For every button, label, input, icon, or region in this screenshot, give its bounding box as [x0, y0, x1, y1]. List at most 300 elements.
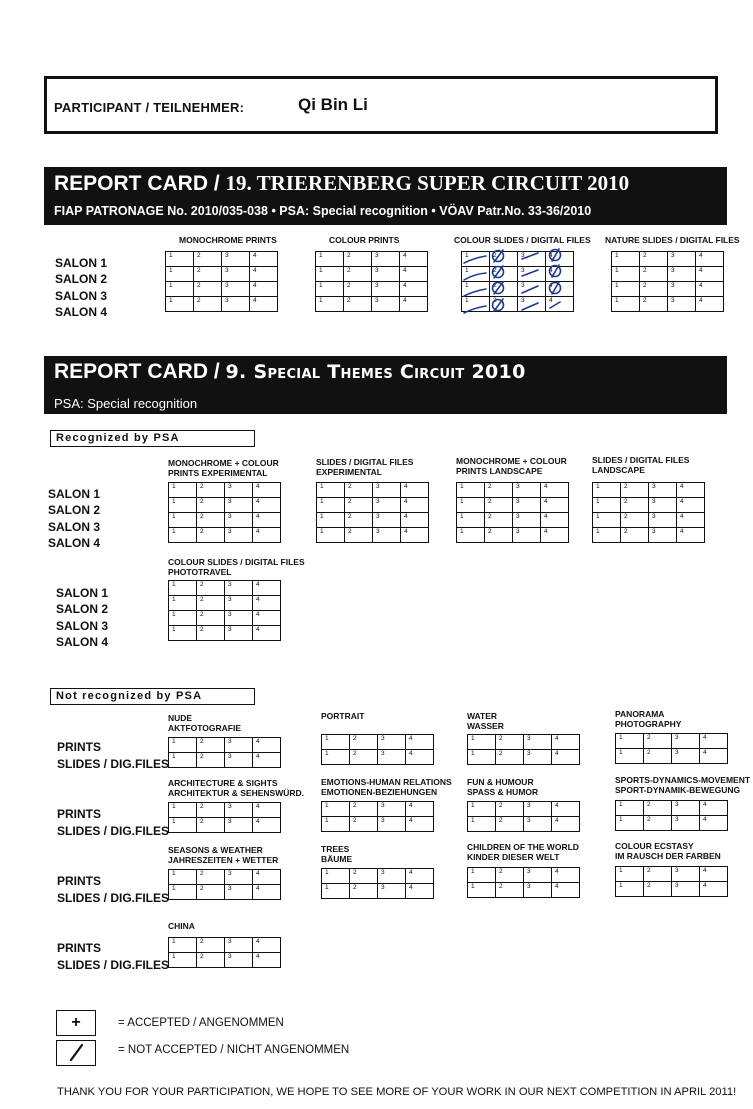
score-cell[interactable] — [552, 735, 580, 750]
score-cell[interactable] — [166, 267, 194, 282]
score-cell[interactable] — [524, 735, 552, 750]
score-cell[interactable] — [696, 252, 724, 267]
score-cell[interactable] — [400, 282, 428, 297]
score-cell[interactable] — [253, 738, 281, 753]
score-cell[interactable] — [462, 267, 490, 282]
score-cell[interactable] — [672, 734, 700, 749]
cell-number: 4 — [699, 282, 703, 289]
score-cell[interactable] — [317, 483, 345, 498]
score-cell[interactable] — [406, 735, 434, 750]
salon-label: SALON 2 — [55, 272, 108, 287]
cell-number: 2 — [488, 498, 492, 505]
score-cell[interactable] — [640, 282, 668, 297]
score-cell[interactable] — [406, 869, 434, 884]
score-cell[interactable] — [668, 252, 696, 267]
score-cell[interactable] — [322, 802, 350, 817]
card2-nr-score-grid — [467, 734, 580, 765]
score-cell[interactable] — [253, 596, 281, 611]
score-cell[interactable] — [593, 483, 621, 498]
score-cell[interactable] — [668, 267, 696, 282]
score-cell[interactable] — [485, 483, 513, 498]
score-cell[interactable] — [546, 267, 574, 282]
score-cell[interactable] — [169, 818, 197, 833]
score-cell[interactable] — [197, 498, 225, 513]
cell-number: 3 — [225, 282, 229, 289]
score-cell[interactable] — [468, 883, 496, 898]
score-cell[interactable] — [677, 513, 705, 528]
score-cell[interactable] — [166, 252, 194, 267]
score-cell[interactable] — [462, 252, 490, 267]
score-cell[interactable] — [668, 282, 696, 297]
report-card-2-title-b: 9. Special Themes Circuit 2010 — [225, 361, 526, 383]
score-cell[interactable] — [197, 953, 225, 968]
score-cell[interactable] — [169, 596, 197, 611]
score-cell[interactable] — [194, 252, 222, 267]
score-cell[interactable] — [253, 498, 281, 513]
cell-number: 3 — [381, 817, 385, 824]
cell-number: 3 — [652, 498, 656, 505]
score-cell[interactable] — [197, 753, 225, 768]
score-cell[interactable] — [616, 816, 644, 831]
score-cell[interactable] — [169, 581, 197, 596]
score-cell[interactable] — [485, 513, 513, 528]
cell-number: 4 — [256, 885, 260, 892]
cell-number: 1 — [619, 734, 623, 741]
score-cell[interactable] — [612, 282, 640, 297]
score-cell[interactable] — [593, 498, 621, 513]
score-cell[interactable] — [640, 252, 668, 267]
score-cell[interactable] — [225, 581, 253, 596]
score-cell[interactable] — [700, 816, 728, 831]
score-cell[interactable] — [524, 802, 552, 817]
score-cell[interactable] — [485, 528, 513, 543]
score-cell[interactable] — [593, 528, 621, 543]
score-cell[interactable] — [700, 734, 728, 749]
score-cell[interactable] — [552, 868, 580, 883]
score-cell[interactable] — [225, 498, 253, 513]
score-cell[interactable] — [225, 938, 253, 953]
cell-number: 3 — [225, 252, 229, 259]
score-cell[interactable] — [524, 750, 552, 765]
score-cell[interactable] — [194, 267, 222, 282]
score-cell[interactable] — [621, 528, 649, 543]
score-cell[interactable] — [169, 498, 197, 513]
score-cell[interactable] — [197, 483, 225, 498]
score-cell[interactable] — [457, 498, 485, 513]
score-cell[interactable] — [378, 817, 406, 832]
score-cell[interactable] — [612, 267, 640, 282]
score-cell[interactable] — [485, 498, 513, 513]
card2-category-title: SLIDES / DIGITAL FILES LANDSCAPE — [592, 455, 690, 475]
score-cell[interactable] — [322, 750, 350, 765]
table-row — [612, 267, 724, 282]
score-cell[interactable] — [225, 528, 253, 543]
score-cell[interactable] — [649, 528, 677, 543]
score-cell[interactable] — [222, 252, 250, 267]
cell-number: 2 — [347, 282, 351, 289]
score-cell[interactable] — [490, 267, 518, 282]
table-row — [169, 626, 281, 641]
score-cell[interactable] — [546, 252, 574, 267]
score-cell[interactable] — [552, 817, 580, 832]
score-cell[interactable] — [316, 252, 344, 267]
score-cell[interactable] — [640, 297, 668, 312]
score-cell[interactable] — [169, 938, 197, 953]
score-cell[interactable] — [400, 252, 428, 267]
score-cell[interactable] — [468, 735, 496, 750]
cell-number: 2 — [499, 735, 503, 742]
score-cell[interactable] — [524, 817, 552, 832]
score-cell[interactable] — [621, 513, 649, 528]
table-row — [169, 513, 281, 528]
cell-number: 4 — [256, 753, 260, 760]
score-cell[interactable] — [253, 885, 281, 900]
score-cell[interactable] — [197, 803, 225, 818]
score-cell[interactable] — [350, 735, 378, 750]
score-cell[interactable] — [378, 735, 406, 750]
score-cell[interactable] — [322, 869, 350, 884]
score-cell[interactable] — [169, 885, 197, 900]
cell-number: 1 — [619, 801, 623, 808]
card2-category-title: MONOCHROME + COLOUR PRINTS LANDSCAPE — [456, 456, 567, 476]
score-cell[interactable] — [616, 867, 644, 882]
score-cell[interactable] — [490, 252, 518, 267]
score-cell[interactable] — [169, 738, 197, 753]
score-cell[interactable] — [672, 816, 700, 831]
score-cell[interactable] — [378, 884, 406, 899]
score-cell[interactable] — [518, 297, 546, 312]
score-cell[interactable] — [344, 252, 372, 267]
score-cell[interactable] — [225, 626, 253, 641]
score-cell[interactable] — [462, 282, 490, 297]
score-cell[interactable] — [317, 513, 345, 528]
score-cell[interactable] — [225, 870, 253, 885]
score-cell[interactable] — [612, 297, 640, 312]
score-cell[interactable] — [253, 626, 281, 641]
score-cell[interactable] — [253, 938, 281, 953]
cell-number: 4 — [256, 870, 260, 877]
score-cell[interactable] — [496, 750, 524, 765]
score-cell[interactable] — [672, 867, 700, 882]
cell-number: 1 — [471, 735, 475, 742]
score-cell[interactable] — [593, 513, 621, 528]
score-cell[interactable] — [700, 801, 728, 816]
cell-number: 1 — [172, 581, 176, 588]
score-cell[interactable] — [372, 282, 400, 297]
cell-number: 2 — [353, 750, 357, 757]
score-cell[interactable] — [518, 252, 546, 267]
score-cell[interactable] — [316, 297, 344, 312]
card2-nr-category-title: PANORAMA PHOTOGRAPHY — [615, 709, 682, 729]
score-cell[interactable] — [225, 818, 253, 833]
score-cell[interactable] — [197, 513, 225, 528]
score-cell[interactable] — [197, 528, 225, 543]
table-row — [169, 738, 281, 753]
score-cell[interactable] — [649, 483, 677, 498]
score-cell[interactable] — [225, 953, 253, 968]
score-cell[interactable] — [644, 816, 672, 831]
score-cell[interactable] — [322, 884, 350, 899]
score-cell[interactable] — [468, 802, 496, 817]
score-cell[interactable] — [700, 749, 728, 764]
score-cell[interactable] — [373, 528, 401, 543]
score-cell[interactable] — [322, 735, 350, 750]
score-cell[interactable] — [169, 626, 197, 641]
cell-number: 2 — [647, 816, 651, 823]
cell-number: 3 — [671, 267, 675, 274]
score-cell[interactable] — [250, 297, 278, 312]
score-cell[interactable] — [700, 867, 728, 882]
score-cell[interactable] — [640, 267, 668, 282]
score-cell[interactable] — [373, 483, 401, 498]
score-cell[interactable] — [524, 883, 552, 898]
score-cell[interactable] — [194, 297, 222, 312]
score-cell[interactable] — [350, 802, 378, 817]
score-cell[interactable] — [253, 753, 281, 768]
score-cell[interactable] — [541, 498, 569, 513]
score-cell[interactable] — [222, 267, 250, 282]
score-cell[interactable] — [253, 818, 281, 833]
score-cell[interactable] — [462, 297, 490, 312]
score-cell[interactable] — [696, 297, 724, 312]
score-cell[interactable] — [345, 483, 373, 498]
score-cell[interactable] — [457, 513, 485, 528]
score-cell[interactable] — [225, 596, 253, 611]
score-cell[interactable] — [197, 626, 225, 641]
score-cell[interactable] — [197, 581, 225, 596]
score-cell[interactable] — [225, 885, 253, 900]
card2-nr-category-title: CHINA — [168, 921, 195, 931]
score-cell[interactable] — [350, 817, 378, 832]
score-cell[interactable] — [518, 267, 546, 282]
score-cell[interactable] — [169, 483, 197, 498]
cell-number: 2 — [200, 803, 204, 810]
card2-score-grid — [316, 482, 429, 543]
score-cell[interactable] — [541, 483, 569, 498]
score-cell[interactable] — [672, 801, 700, 816]
cell-number: 4 — [544, 483, 548, 490]
score-cell[interactable] — [225, 738, 253, 753]
score-cell[interactable] — [378, 750, 406, 765]
score-cell[interactable] — [373, 498, 401, 513]
score-cell[interactable] — [496, 735, 524, 750]
score-cell[interactable] — [621, 498, 649, 513]
score-cell[interactable] — [197, 938, 225, 953]
score-cell[interactable] — [546, 282, 574, 297]
score-cell[interactable] — [513, 483, 541, 498]
score-cell[interactable] — [552, 802, 580, 817]
score-cell[interactable] — [552, 750, 580, 765]
score-cell[interactable] — [468, 817, 496, 832]
score-cell[interactable] — [222, 282, 250, 297]
score-cell[interactable] — [222, 297, 250, 312]
score-cell[interactable] — [169, 753, 197, 768]
score-cell[interactable] — [400, 297, 428, 312]
score-cell[interactable] — [696, 282, 724, 297]
card1-category-title: COLOUR PRINTS — [329, 235, 400, 245]
score-cell[interactable] — [616, 749, 644, 764]
score-cell[interactable] — [457, 528, 485, 543]
cell-number: 3 — [225, 267, 229, 274]
score-cell[interactable] — [197, 596, 225, 611]
score-cell[interactable] — [644, 867, 672, 882]
score-cell[interactable] — [253, 803, 281, 818]
score-cell[interactable] — [250, 282, 278, 297]
score-cell[interactable] — [250, 267, 278, 282]
score-cell[interactable] — [621, 483, 649, 498]
score-cell[interactable] — [612, 252, 640, 267]
score-cell[interactable] — [677, 483, 705, 498]
score-cell[interactable] — [513, 498, 541, 513]
score-cell[interactable] — [401, 498, 429, 513]
score-cell[interactable] — [169, 513, 197, 528]
score-cell[interactable] — [696, 267, 724, 282]
score-cell[interactable] — [644, 734, 672, 749]
score-cell[interactable] — [649, 513, 677, 528]
score-cell[interactable] — [677, 528, 705, 543]
score-cell[interactable] — [250, 252, 278, 267]
score-cell[interactable] — [316, 282, 344, 297]
score-cell[interactable] — [406, 817, 434, 832]
score-cell[interactable] — [406, 884, 434, 899]
score-cell[interactable] — [541, 513, 569, 528]
score-cell[interactable] — [197, 885, 225, 900]
score-cell[interactable] — [197, 870, 225, 885]
score-cell[interactable] — [345, 528, 373, 543]
score-cell[interactable] — [649, 498, 677, 513]
score-cell[interactable] — [372, 297, 400, 312]
score-cell[interactable] — [496, 802, 524, 817]
score-cell[interactable] — [490, 297, 518, 312]
cell-number: 3 — [228, 803, 232, 810]
score-cell[interactable] — [496, 883, 524, 898]
score-cell[interactable] — [169, 870, 197, 885]
score-cell[interactable] — [457, 483, 485, 498]
score-cell[interactable] — [253, 483, 281, 498]
score-cell[interactable] — [169, 528, 197, 543]
score-cell[interactable] — [401, 528, 429, 543]
score-cell[interactable] — [406, 802, 434, 817]
score-cell[interactable] — [644, 749, 672, 764]
score-cell[interactable] — [253, 528, 281, 543]
cell-number: 1 — [320, 528, 324, 535]
score-cell[interactable] — [518, 282, 546, 297]
table-row — [169, 870, 281, 885]
score-cell[interactable] — [406, 750, 434, 765]
score-cell[interactable] — [169, 611, 197, 626]
score-cell[interactable] — [513, 528, 541, 543]
cell-number: 1 — [325, 869, 329, 876]
score-cell[interactable] — [490, 282, 518, 297]
score-cell[interactable] — [546, 297, 574, 312]
score-cell[interactable] — [317, 498, 345, 513]
score-cell[interactable] — [166, 282, 194, 297]
card2-score-grid — [168, 580, 281, 641]
score-cell[interactable] — [400, 267, 428, 282]
score-cell[interactable] — [253, 611, 281, 626]
salon-label: SALON 4 — [48, 535, 101, 550]
score-cell[interactable] — [345, 513, 373, 528]
score-cell[interactable] — [253, 870, 281, 885]
score-cell[interactable] — [541, 528, 569, 543]
score-cell[interactable] — [616, 801, 644, 816]
score-cell[interactable] — [350, 750, 378, 765]
score-cell[interactable] — [322, 817, 350, 832]
card2-nr-score-grid — [321, 868, 434, 899]
score-cell[interactable] — [194, 282, 222, 297]
score-cell[interactable] — [197, 738, 225, 753]
score-cell[interactable] — [496, 817, 524, 832]
score-cell[interactable] — [378, 802, 406, 817]
score-cell[interactable] — [644, 801, 672, 816]
score-cell[interactable] — [672, 882, 700, 897]
score-cell[interactable] — [401, 513, 429, 528]
score-cell[interactable] — [345, 498, 373, 513]
score-cell[interactable] — [253, 953, 281, 968]
score-cell[interactable] — [197, 611, 225, 626]
score-cell[interactable] — [225, 611, 253, 626]
score-cell[interactable] — [344, 297, 372, 312]
score-cell[interactable] — [513, 513, 541, 528]
score-cell[interactable] — [672, 749, 700, 764]
table-row — [457, 513, 569, 528]
table-row — [616, 734, 728, 749]
score-cell[interactable] — [668, 297, 696, 312]
table-row — [616, 801, 728, 816]
score-cell[interactable] — [378, 869, 406, 884]
cell-number: 3 — [671, 252, 675, 259]
card1-score-grid — [165, 251, 278, 312]
score-cell[interactable] — [350, 884, 378, 899]
cell-number: 2 — [197, 297, 201, 304]
score-cell[interactable] — [317, 528, 345, 543]
score-cell[interactable] — [344, 267, 372, 282]
score-cell[interactable] — [372, 267, 400, 282]
score-cell[interactable] — [468, 750, 496, 765]
score-cell[interactable] — [225, 803, 253, 818]
score-cell[interactable] — [169, 953, 197, 968]
report-card-2-title-a: REPORT CARD / — [54, 360, 226, 383]
score-cell[interactable] — [225, 753, 253, 768]
report-card-2-banner — [44, 356, 727, 414]
score-cell[interactable] — [644, 882, 672, 897]
score-cell[interactable] — [197, 818, 225, 833]
score-cell[interactable] — [253, 513, 281, 528]
score-cell[interactable] — [616, 734, 644, 749]
score-cell[interactable] — [552, 883, 580, 898]
score-cell[interactable] — [350, 869, 378, 884]
score-cell[interactable] — [169, 803, 197, 818]
score-cell[interactable] — [401, 483, 429, 498]
score-cell[interactable] — [253, 581, 281, 596]
score-cell[interactable] — [225, 513, 253, 528]
cell-number: 2 — [488, 528, 492, 535]
score-cell[interactable] — [616, 882, 644, 897]
score-cell[interactable] — [524, 868, 552, 883]
score-cell[interactable] — [373, 513, 401, 528]
score-cell[interactable] — [496, 868, 524, 883]
cell-number: 3 — [381, 884, 385, 891]
score-cell[interactable] — [468, 868, 496, 883]
score-cell[interactable] — [166, 297, 194, 312]
cell-number: 1 — [471, 817, 475, 824]
score-cell[interactable] — [344, 282, 372, 297]
score-cell[interactable] — [677, 498, 705, 513]
score-cell[interactable] — [372, 252, 400, 267]
score-cell[interactable] — [700, 882, 728, 897]
score-cell[interactable] — [225, 483, 253, 498]
score-cell[interactable] — [316, 267, 344, 282]
